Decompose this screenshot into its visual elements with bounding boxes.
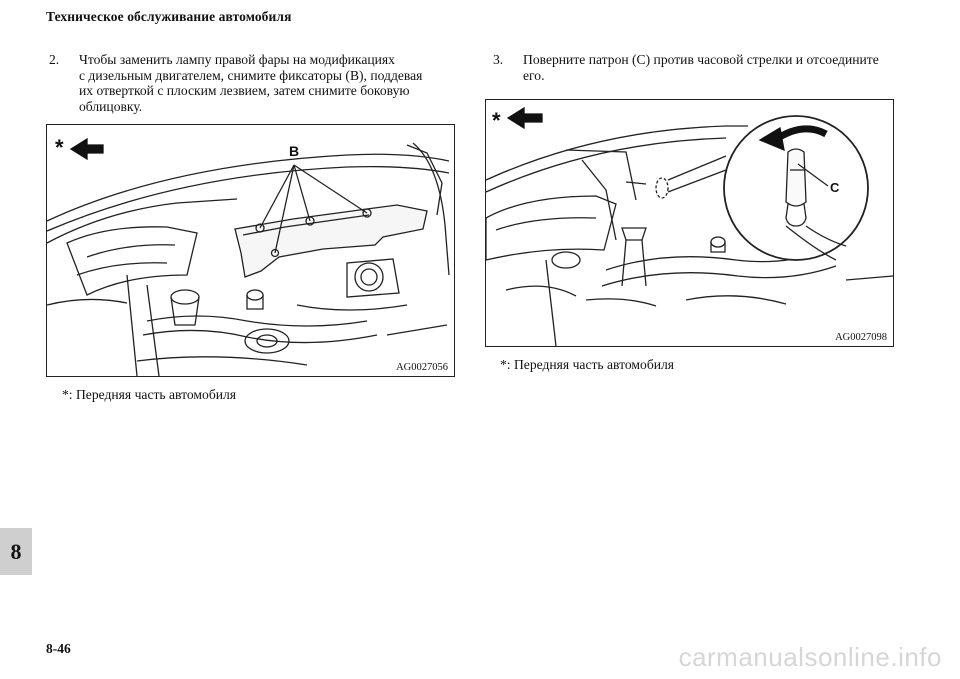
- engine-bay-illustration: [486, 100, 893, 346]
- figure-note: *: Передняя часть автомобиля: [62, 387, 237, 402]
- figure-bulb-socket: [485, 99, 894, 347]
- front-arrow-icon: [71, 139, 103, 159]
- page-number: 8-46: [46, 641, 71, 656]
- page-header: Техническое обслуживание автомобиля: [46, 9, 292, 24]
- callout-c: C: [830, 180, 840, 195]
- figure-note: *: Передняя часть автомобиля: [500, 357, 675, 372]
- engine-bay-illustration: [47, 125, 454, 376]
- step-line: Поверните патрон (C) против часовой стрелки и отсоедините: [523, 52, 879, 67]
- figure-code: AG0027056: [396, 362, 448, 373]
- step-line: Чтобы заменить лампу правой фары на модификациях: [79, 52, 395, 67]
- step-line: его.: [523, 67, 545, 83]
- step-text: [79, 52, 449, 114]
- chapter-tab: 8: [0, 528, 32, 575]
- callout-b: B: [289, 143, 300, 159]
- front-arrow-icon: [508, 108, 542, 128]
- front-marker: *: [492, 108, 501, 133]
- step-number: 2.: [49, 52, 60, 67]
- figure-side-trim-removal: [46, 124, 455, 377]
- step-2: [49, 52, 449, 114]
- step-text: [523, 52, 903, 83]
- step-3: [493, 52, 903, 83]
- step-line: с дизельным двигателем, снимите фиксаторы (B), поддевая: [79, 67, 423, 83]
- step-line: их отверткой с плоским лезвием, затем снимите боковую: [79, 83, 410, 99]
- front-marker: *: [55, 135, 64, 160]
- step-number: 3.: [493, 52, 504, 67]
- figure-code: AG0027098: [835, 332, 887, 343]
- step-line: облицовку.: [79, 98, 143, 114]
- watermark: carmanualsonline.info: [678, 642, 942, 672]
